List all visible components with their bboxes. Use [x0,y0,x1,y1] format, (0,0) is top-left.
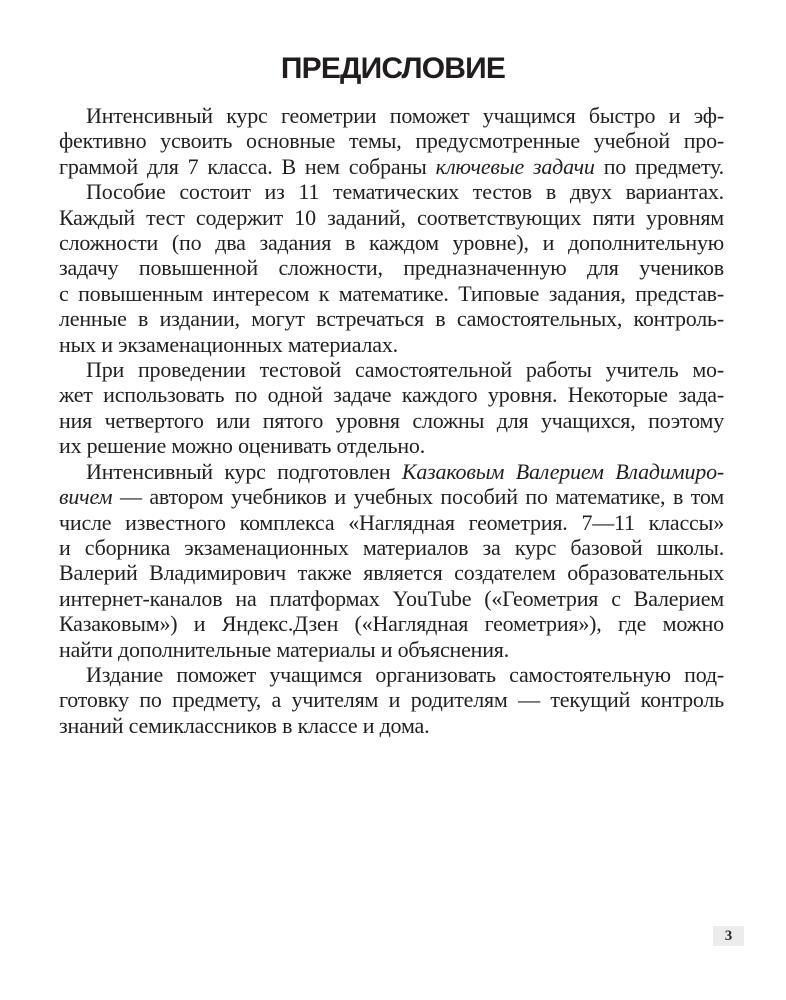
italic-text-segment: вичем [59,484,113,510]
text-line [59,205,724,230]
text-segment: фективно усвоить основные темы, предусмотренные учебной про- [59,128,724,154]
text-segment: ных и экзаменационных материалах. [59,331,398,357]
text-line [59,459,724,484]
paragraph [59,459,724,662]
text-line [59,510,724,535]
page-number: 3 [713,926,744,946]
text-line [59,382,724,407]
text-segment: Каждый тест содержит 10 заданий, соответствующих пяти уровням [59,204,724,230]
italic-text-segment: ключевые задачи [435,153,595,179]
text-line [59,306,724,331]
text-segment: знаний семиклассников в классе и дома. [59,712,430,738]
text-line [59,230,724,255]
preface-body [59,103,724,738]
text-line [59,281,724,306]
text-line [59,357,724,382]
page-title: ПРЕДИСЛОВИЕ [280,52,506,85]
paragraph [59,662,724,738]
text-line [59,128,724,153]
text-line [59,560,724,585]
paragraph [59,179,724,357]
text-line [59,179,724,204]
text-segment: задачу повышенной сложности, предназначенную для учеников [59,255,724,281]
text-segment: Казаковым») и Яндекс.Дзен («Наглядная геометрия»), где можно [59,611,724,637]
text-line [59,154,724,179]
text-line [59,332,724,357]
text-segment: При проведении тестовой самостоятельной работы учитель мо- [86,357,724,383]
text-segment: готовку по предмету, а учителям и родителям — текущий контроль [59,687,724,713]
text-line [59,687,724,712]
paragraph [59,357,724,459]
text-line [59,484,724,509]
text-segment: ния четвертого или пятого уровня сложны для учащихся, поэтому [59,407,724,433]
italic-text-segment: Казаковым Валерием Владимиро- [401,458,724,484]
text-segment: найти дополнительные материалы и объяснения. [59,636,510,662]
text-line [59,433,724,458]
text-segment: сложности (по два задания в каждом уровне), и дополнительную [59,230,724,256]
text-segment: с повышенным интересом к математике. Типовые задания, представ- [59,280,724,306]
text-segment: Интенсивный курс подготовлен [86,458,402,484]
text-line [59,586,724,611]
text-segment: ленные в издании, могут встречаться в самостоятельных, контроль- [59,306,724,332]
text-line [59,103,724,128]
text-segment: жет использовать по одной задаче каждого уровня. Некоторые зада- [59,382,724,408]
text-line [59,713,724,738]
paragraph [59,103,724,179]
text-segment: Издание поможет учащимся организовать самостоятельную под- [86,661,724,687]
text-segment: Валерий Владимирович также является создателем образовательных [59,560,724,586]
text-segment: — автором учебников и учебных пособий по математике, в том [112,484,724,510]
text-segment: граммой для 7 класса. В нем собраны [59,153,436,179]
text-line [59,637,724,662]
text-line [59,255,724,280]
text-segment: Интенсивный курс геометрии поможет учащимся быстро и эф- [86,103,724,128]
text-line [59,535,724,560]
text-line [59,408,724,433]
text-segment: по предмету. [594,153,724,179]
text-line [59,611,724,636]
text-segment: интернет-каналов на платформах YouTube («Геометрия с Валерием [59,585,724,611]
text-line [59,662,724,687]
text-segment: Пособие состоит из 11 тематических тестов в двух вариантах. [86,179,724,205]
text-segment: числе известного комплекса «Наглядная геометрия. 7—11 классы» [59,509,724,535]
text-segment: и сборника экзаменационных материалов за курс базовой школы. [59,534,724,560]
text-segment: их решение можно оценивать отдельно. [59,433,426,459]
